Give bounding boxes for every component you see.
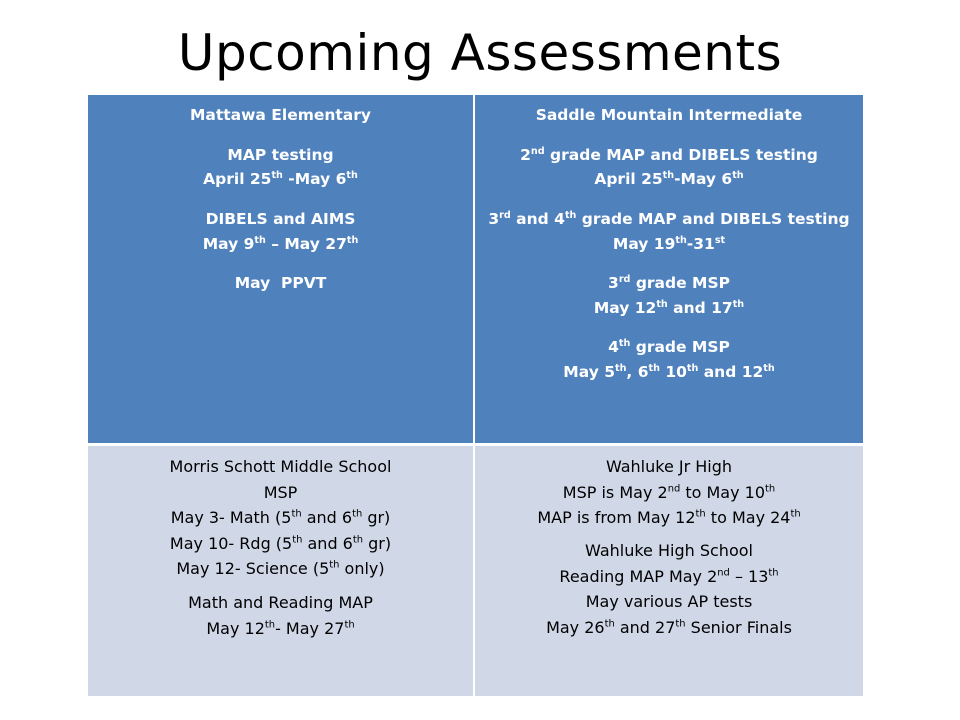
test-dates: April 25th -May 6th xyxy=(203,170,358,189)
school-name: Morris Schott Middle School xyxy=(169,457,392,476)
ordinal-suffix: th xyxy=(604,618,615,630)
test-name: Math and Reading MAP xyxy=(188,592,373,612)
test-dates: May various AP tests xyxy=(585,592,753,612)
school-name: Wahluke High School xyxy=(585,540,753,560)
ordinal-suffix: th xyxy=(618,338,631,350)
ordinal-suffix: th xyxy=(763,363,775,375)
ordinal-suffix: th xyxy=(790,508,801,520)
ordinal-suffix: nd xyxy=(667,483,681,495)
ordinal-suffix: th xyxy=(264,619,276,631)
ordinal-suffix: th xyxy=(656,298,668,310)
test-dates: May 12- Science (5th only) xyxy=(176,559,385,579)
test-name: DIBELS and AIMS xyxy=(205,209,356,228)
school-name: Saddle Mountain Intermediate xyxy=(535,106,803,124)
test-dates: April 25th-May 6th xyxy=(594,170,744,189)
assessments-table xyxy=(88,95,863,696)
ordinal-suffix: th xyxy=(344,619,355,631)
ordinal-suffix: th xyxy=(352,534,364,546)
ordinal-suffix: rd xyxy=(618,273,631,285)
ordinal-suffix: nd xyxy=(530,145,545,157)
test-dates: May 9th – May 27th xyxy=(202,234,359,253)
ordinal-suffix: th xyxy=(329,560,340,572)
test-dates: MSP is May 2nd to May 10th xyxy=(562,482,776,502)
school-name: Mattawa Elementary xyxy=(189,106,372,124)
cell-wahluke xyxy=(475,446,863,696)
test-dates: May 10- Rdg (5th and 6th gr) xyxy=(169,533,392,553)
test-name: 3rd and 4th grade MAP and DIBELS testing xyxy=(488,209,850,228)
ordinal-suffix: th xyxy=(675,234,687,246)
school-name: Wahluke Jr High xyxy=(605,457,733,476)
ordinal-suffix: th xyxy=(732,170,744,182)
ordinal-suffix: th xyxy=(564,209,577,221)
ordinal-suffix: th xyxy=(732,298,745,310)
ordinal-suffix: nd xyxy=(717,567,730,579)
ordinal-suffix: th xyxy=(292,534,303,546)
ordinal-suffix: rd xyxy=(499,209,511,221)
test-name: MAP testing xyxy=(227,145,334,164)
page-title: Upcoming Assessments xyxy=(177,24,783,82)
ordinal-suffix: th xyxy=(346,234,359,246)
ordinal-suffix: th xyxy=(765,483,776,495)
test-dates: May 12th- May 27th xyxy=(206,618,355,638)
ordinal-suffix: th xyxy=(254,234,266,246)
test-name: 4th grade MSP xyxy=(608,338,730,357)
test-dates: MAP is from May 12th to May 24th xyxy=(537,508,801,528)
ordinal-suffix: th xyxy=(615,363,627,375)
test-name: 3rd grade MSP xyxy=(608,273,730,293)
ordinal-suffix: th xyxy=(271,170,283,182)
test-dates: May 26th and 27th Senior Finals xyxy=(546,617,792,637)
ordinal-suffix: th xyxy=(686,363,699,375)
test-name: MSP xyxy=(263,482,298,502)
test-dates: May 3- Math (5th and 6th gr) xyxy=(170,508,391,528)
test-dates: May 12th and 17th xyxy=(593,298,745,317)
ordinal-suffix: th xyxy=(662,170,675,182)
test-dates: May 19th-31st xyxy=(612,234,726,253)
test-dates: Reading MAP May 2nd – 13th xyxy=(559,566,779,586)
ordinal-suffix: th xyxy=(346,170,358,182)
ordinal-suffix: th xyxy=(648,363,660,375)
cell-saddle-mountain xyxy=(475,95,863,446)
ordinal-suffix: th xyxy=(695,508,706,520)
ordinal-suffix: th xyxy=(352,508,363,520)
cell-morris-schott xyxy=(88,446,475,696)
ordinal-suffix: th xyxy=(768,567,779,579)
test-dates: May 5th, 6th 10th and 12th xyxy=(563,363,775,382)
ordinal-suffix: th xyxy=(291,508,302,520)
ordinal-suffix: th xyxy=(675,618,686,630)
cell-mattawa-elementary xyxy=(88,95,475,446)
test-name: 2nd grade MAP and DIBELS testing xyxy=(520,145,818,164)
ordinal-suffix: st xyxy=(714,234,726,246)
test-name: May PPVT xyxy=(234,274,327,293)
